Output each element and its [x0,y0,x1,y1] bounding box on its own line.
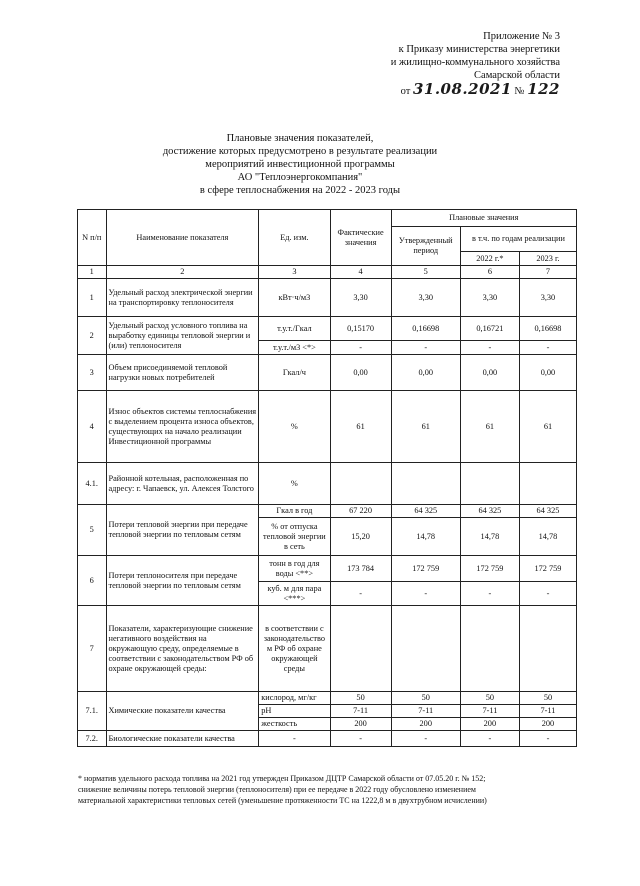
row-num: 7.2. [78,731,107,747]
title-line-4: АО "Теплоэнергокомпания" [237,172,363,183]
appendix-ministry-line: и жилищно-коммунального хозяйства [390,57,560,68]
header-row-1 [78,210,577,227]
row-actual: 0,15170 [330,317,391,341]
title-line-1: Плановые значения показателей, [226,133,374,144]
footnote-line-3: материальной характеристики тепловых сетей (уменьшение протяженности ТС на 1222,8 м в двухтрубном исчислении) [78,796,487,805]
row-approved: 172 759 [391,556,460,582]
row-2023: - [519,731,576,747]
title-line-5: в сфере теплоснабжения на 2022 - 2023 годы [199,185,401,196]
row-approved: 200 [391,718,460,731]
row-name: Объем присоединяемой тепловой нагрузки новых потребителей [106,355,259,391]
row-unit: % от отпуска тепловой энергии в сеть [259,518,330,556]
row-unit: - [259,731,330,747]
row-actual: 0,00 [330,355,391,391]
row-approved: 7-11 [391,705,460,718]
row-name: Удельный расход электрической энергии на транспортировку теплоносителя [106,279,259,317]
table-row [78,556,577,582]
row-name: Удельный расход условного топлива на выработку единицы тепловой энергии и (или) теплоносителя [106,317,259,355]
row-approved: 0,16698 [391,317,460,341]
row-name-part: г. Чапаевск, ул. Алексея Толстого [136,483,254,493]
row-approved: 61 [391,391,460,463]
row-num: 3 [78,355,107,391]
empty-cell [460,606,519,692]
empty-cell [330,606,391,692]
handwritten-date: 31.08.2021 [412,80,512,98]
col-number: 5 [391,266,460,279]
row-2022: 200 [460,718,519,731]
row-actual: 173 784 [330,556,391,582]
row-2022: 50 [460,692,519,705]
row-2022: 3,30 [460,279,519,317]
row-name: Потери тепловой энергии при передаче тепловой энергии по тепловым сетям [106,505,259,556]
row-2022: 64 325 [460,505,519,518]
row-unit: тонн в год для воды <**> [259,556,330,582]
row-num: 7.1. [78,692,107,731]
header-2023: 2023 г. [519,252,576,266]
row-2023: 7-11 [519,705,576,718]
row-unit: Гкал/ч [259,355,330,391]
row-approved: 14,78 [391,518,460,556]
row-2022: 7-11 [460,705,519,718]
row-unit: т.у.т./м3 <*> [259,341,330,355]
footnote [78,773,578,806]
row-actual: - [330,341,391,355]
handwritten-number: 122 [527,80,560,98]
row-2022: 172 759 [460,556,519,582]
row-2022: 0,16721 [460,317,519,341]
header-planned: Плановые значения [391,210,576,227]
row-actual: 50 [330,692,391,705]
row-2023: - [519,341,576,355]
row-approved: 50 [391,692,460,705]
col-number: 6 [460,266,519,279]
row-name: Износ объектов системы теплоснабжения с выделением процента износа объектов, существующих на начало реализации Инвестиционной программы [106,391,259,463]
col-number: 7 [519,266,576,279]
row-2023: 200 [519,718,576,731]
number-label: № [514,86,525,97]
row-actual: 7-11 [330,705,391,718]
row-2023: 3,30 [519,279,576,317]
from-label: от [400,86,411,97]
table-row [78,731,577,747]
row-2022: 14,78 [460,518,519,556]
table-row [78,692,577,705]
row-unit: % [259,463,330,505]
row-num: 5 [78,505,107,556]
row-2022: - [460,731,519,747]
empty-cell [519,606,576,692]
indicators-table [77,209,577,747]
row-unit: в соответствии с законодательство м РФ об охране окружающей среды [259,606,330,692]
header-num: N п/п [78,210,107,266]
row-actual: 200 [330,718,391,731]
row-name: Показатели, характеризующие снижение негативного воздействия на окружающую среду, определяемые в соответствии с законодательством РФ об охране окружающей среды: [106,606,259,692]
appendix-header [391,30,560,98]
footnote-line-1: * норматив удельного расхода топлива на 2021 год утвержден Приказом ДЦТР Самарской области от 07.05.20 г. № 152; [78,774,486,783]
row-approved: - [391,341,460,355]
row-num: 6 [78,556,107,606]
header-by-years: в т.ч. по годам реализации [460,227,576,252]
row-2023: 172 759 [519,556,576,582]
table-row [78,391,577,463]
row-approved: 64 325 [391,505,460,518]
header-approved: Утвержденный период [391,227,460,266]
header-actual: Фактические значения [330,210,391,266]
table-row [78,317,577,341]
header-2022: 2022 г.* [460,252,519,266]
table-row [78,463,577,505]
row-unit: % [259,391,330,463]
row-2022: - [460,582,519,606]
row-num: 4.1. [78,463,107,505]
appendix-region-line: Самарской области [474,70,560,81]
appendix-date-row [391,80,560,98]
row-name: Химические показатели качества [106,692,259,731]
header-name: Наименование показателя [106,210,259,266]
row-num: 4 [78,391,107,463]
empty-cell [391,606,460,692]
table-row [78,505,577,518]
footnote-line-2: снижение величины потерь тепловой энергии (теплоносителя) при ее передаче в 2022 году обусловлено изменением [78,785,476,794]
title-line-3: мероприятий инвестиционной программы [205,159,395,170]
row-actual: 15,20 [330,518,391,556]
row-name: Потери теплоносителя при передаче тепловой энергии по тепловым сетям [106,556,259,606]
row-approved: - [391,731,460,747]
row-actual: - [330,731,391,747]
row-num: 2 [78,317,107,355]
row-actual: - [330,582,391,606]
row-2023: 50 [519,692,576,705]
row-unit: т.у.т./Гкал [259,317,330,341]
row-approved: - [391,582,460,606]
row-unit: кВт·ч/м3 [259,279,330,317]
empty-cell [391,463,460,505]
row-name: Биологические показатели качества [106,731,259,747]
document-title [120,132,480,197]
row-num: 7 [78,606,107,692]
row-actual: 67 220 [330,505,391,518]
row-unit: куб. м для пара <***> [259,582,330,606]
row-2023: 0,00 [519,355,576,391]
row-actual: 61 [330,391,391,463]
empty-cell [460,463,519,505]
row-2022: 0,00 [460,355,519,391]
appendix-number: Приложение № 3 [483,31,560,42]
table-row [78,355,577,391]
row-2023: 14,78 [519,518,576,556]
col-number: 2 [106,266,259,279]
table-row [78,279,577,317]
col-number: 4 [330,266,391,279]
row-name [106,463,259,505]
row-actual: 3,30 [330,279,391,317]
row-num: 1 [78,279,107,317]
row-2022: 61 [460,391,519,463]
row-2022: - [460,341,519,355]
row-2023: - [519,582,576,606]
appendix-order-line: к Приказу министерства энергетики [398,44,560,55]
title-line-2: достижение которых предусмотрено в результате реализации [162,146,438,157]
row-2023: 61 [519,391,576,463]
table-row [78,606,577,692]
row-unit: жесткость [259,718,330,731]
row-2023: 0,16698 [519,317,576,341]
empty-cell [330,463,391,505]
empty-cell [519,463,576,505]
header-unit: Ед. изм. [259,210,330,266]
row-2023: 64 325 [519,505,576,518]
row-approved: 3,30 [391,279,460,317]
column-number-row [78,266,577,279]
col-number: 1 [78,266,107,279]
row-name-part: Районной котельная, расположенная по адресу: [108,473,249,493]
row-unit: pH [259,705,330,718]
col-number: 3 [259,266,330,279]
row-unit: кислород, мг/кг [259,692,330,705]
row-unit: Гкал в год [259,505,330,518]
row-approved: 0,00 [391,355,460,391]
